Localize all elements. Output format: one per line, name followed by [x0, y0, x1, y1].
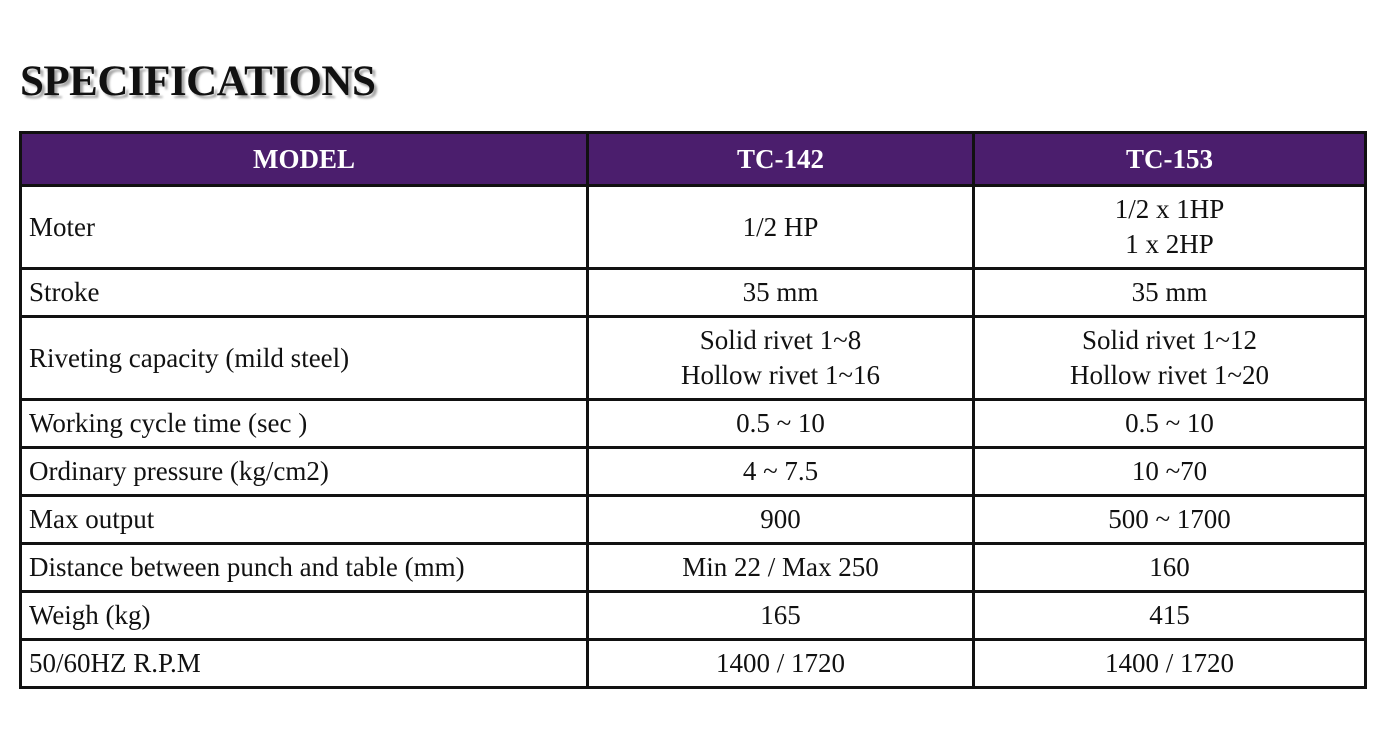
cell-tc-153 [974, 496, 1366, 544]
cell-tc-142 [588, 592, 974, 640]
row-label: Weigh (kg) [21, 592, 588, 640]
cell-tc-142 [588, 544, 974, 592]
cell-line: Min 22 / Max 250 [682, 552, 879, 582]
cell-line: 415 [1149, 600, 1190, 630]
cell-line: 1/2 x 1HP [1114, 194, 1225, 224]
cell-line: 1/2 HP [742, 211, 819, 242]
cell-line: 1400 / 1720 [1104, 648, 1234, 678]
table-row-working-cycle-time [21, 400, 1366, 448]
row-label: Riveting capacity (mild steel) [21, 317, 588, 400]
table-row-riveting-capacity [21, 317, 1366, 400]
cell-line: 0.5 ~ 10 [1125, 408, 1214, 438]
cell-tc-153 [974, 269, 1366, 317]
header-model: MODEL [21, 133, 588, 186]
cell-tc-153 [974, 400, 1366, 448]
cell-tc-142 [588, 448, 974, 496]
cell-line: Hollow rivet 1~20 [1069, 360, 1270, 390]
table-row-rpm [21, 640, 1366, 688]
row-label: Moter [21, 186, 588, 269]
cell-tc-153 [974, 186, 1366, 269]
cell-tc-153 [974, 317, 1366, 400]
cell-tc-153 [974, 592, 1366, 640]
table-row-distance-punch-table [21, 544, 1366, 592]
cell-line: 10 ~70 [1131, 456, 1208, 486]
cell-tc-153 [974, 544, 1366, 592]
table-row-weigh [21, 592, 1366, 640]
cell-line: 500 ~ 1700 [1108, 504, 1231, 534]
header-tc-142: TC-142 [588, 133, 974, 186]
cell-line: Solid rivet 1~12 [1081, 325, 1258, 355]
cell-line: 160 [1149, 552, 1190, 582]
row-label: Ordinary pressure (kg/cm2) [21, 448, 588, 496]
cell-line: 1 x 2HP [1125, 229, 1214, 259]
cell-line: 4 ~ 7.5 [742, 456, 819, 486]
table-row-max-output [21, 496, 1366, 544]
cell-line: 165 [760, 600, 801, 630]
row-label: 50/60HZ R.P.M [21, 640, 588, 688]
cell-tc-142 [588, 496, 974, 544]
cell-line: 900 [760, 504, 801, 534]
cell-line: 35 mm [742, 277, 819, 307]
table-row-ordinary-pressure [21, 448, 1366, 496]
table-row-stroke [21, 269, 1366, 317]
cell-tc-142 [588, 400, 974, 448]
cell-tc-142 [588, 186, 974, 269]
row-label: Stroke [21, 269, 588, 317]
cell-line: Hollow rivet 1~16 [680, 360, 881, 390]
cell-tc-142 [588, 317, 974, 400]
cell-tc-142 [588, 269, 974, 317]
cell-line: 35 mm [1131, 277, 1208, 307]
cell-tc-142 [588, 640, 974, 688]
cell-tc-153 [974, 640, 1366, 688]
cell-tc-153 [974, 448, 1366, 496]
row-label: Working cycle time (sec ) [21, 400, 588, 448]
table-row-moter [21, 186, 1366, 269]
cell-line: Solid rivet 1~8 [699, 325, 862, 355]
row-label: Max output [21, 496, 588, 544]
specifications-table [19, 131, 1367, 689]
cell-line: 0.5 ~ 10 [736, 408, 825, 438]
table-header-row [21, 133, 1366, 186]
header-tc-153: TC-153 [974, 133, 1366, 186]
row-label: Distance between punch and table (mm) [21, 544, 588, 592]
page-title: SPECIFICATIONS [20, 58, 376, 105]
cell-line: 1400 / 1720 [715, 648, 845, 678]
